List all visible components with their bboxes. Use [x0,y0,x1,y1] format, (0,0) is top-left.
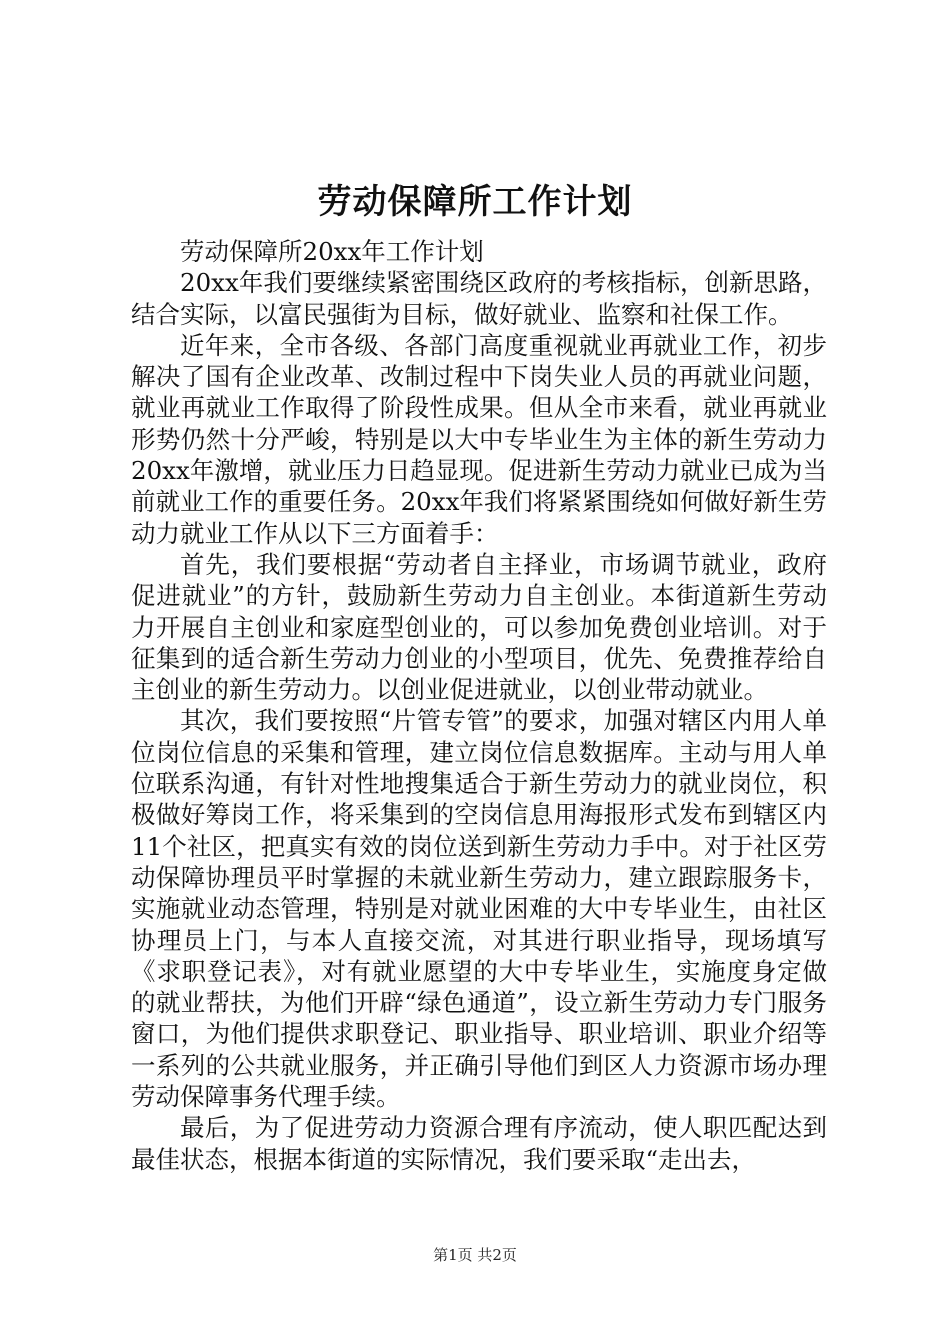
third-measure-paragraph: 最后，为了促进劳动力资源合理有序流动，使人职匹配达到最佳状态，根据本街道的实际情况，我们要采取“走出去， [131,1113,827,1174]
second-measure-paragraph: 其次，我们要按照“片管专管”的要求，加强对辖区内用人单位岗位信息的采集和管理，建立岗位信息数据库。主动与用人单位联系沟通，有针对性地搜集适合于新生劳动力的就业岗位，积极做好筹岗工作，将采集到的空岗信息用海报形式发布到辖区内11个社区，把真实有效的岗位送到新生劳动力手中。对于社区劳动保障协理员平时掌握的未就业新生劳动力，建立跟踪服务卡，实施就业动态管理，特别是对就业困难的大中专毕业生，由社区协理员上门，与本人直接交流，对其进行职业指导，现场填写《求职登记表》，对有就业愿望的大中专毕业生，实施度身定做的就业帮扶，为他们开辟“绿色通道”，设立新生劳动力专门服务窗口，为他们提供求职登记、职业指导、职业培训、职业介绍等一系列的公共就业服务，并正确引导他们到区人力资源市场办理劳动保障事务代理手续。 [131,706,827,1112]
document-title: 劳动保障所工作计划 [317,182,633,222]
subtitle-paragraph: 劳动保障所20xx年工作计划 [180,237,484,266]
intro-paragraph: 20xx年我们要继续紧密围绕区政府的考核指标，创新思路，结合实际，以富民强街为目标，做好就业、监察和社保工作。 [131,268,827,329]
background-paragraph: 近年来，全市各级、各部门高度重视就业再就业工作，初步解决了国有企业改革、改制过程中下岗失业人员的再就业问题，就业再就业工作取得了阶段性成果。但从全市来看，就业再就业形势仍然十分严峻，特别是以大中专毕业生为主体的新生劳动力20xx年激增，就业压力日趋显现。促进新生劳动力就业已成为当前就业工作的重要任务。20xx年我们将紧紧围绕如何做好新生劳动力就业工作从以下三方面着手： [131,330,827,548]
page-footer: 第1页 共2页 [433,1246,517,1264]
first-measure-paragraph: 首先，我们要根据“劳动者自主择业，市场调节就业，政府促进就业”的方针，鼓励新生劳动力自主创业。本街道新生劳动力开展自主创业和家庭型创业的，可以参加免费创业培训。对于征集到的适合新生劳动力创业的小型项目，优先、免费推荐给自主创业的新生劳动力。以创业促进就业，以创业带动就业。 [131,549,827,705]
document-body [131,236,827,1175]
